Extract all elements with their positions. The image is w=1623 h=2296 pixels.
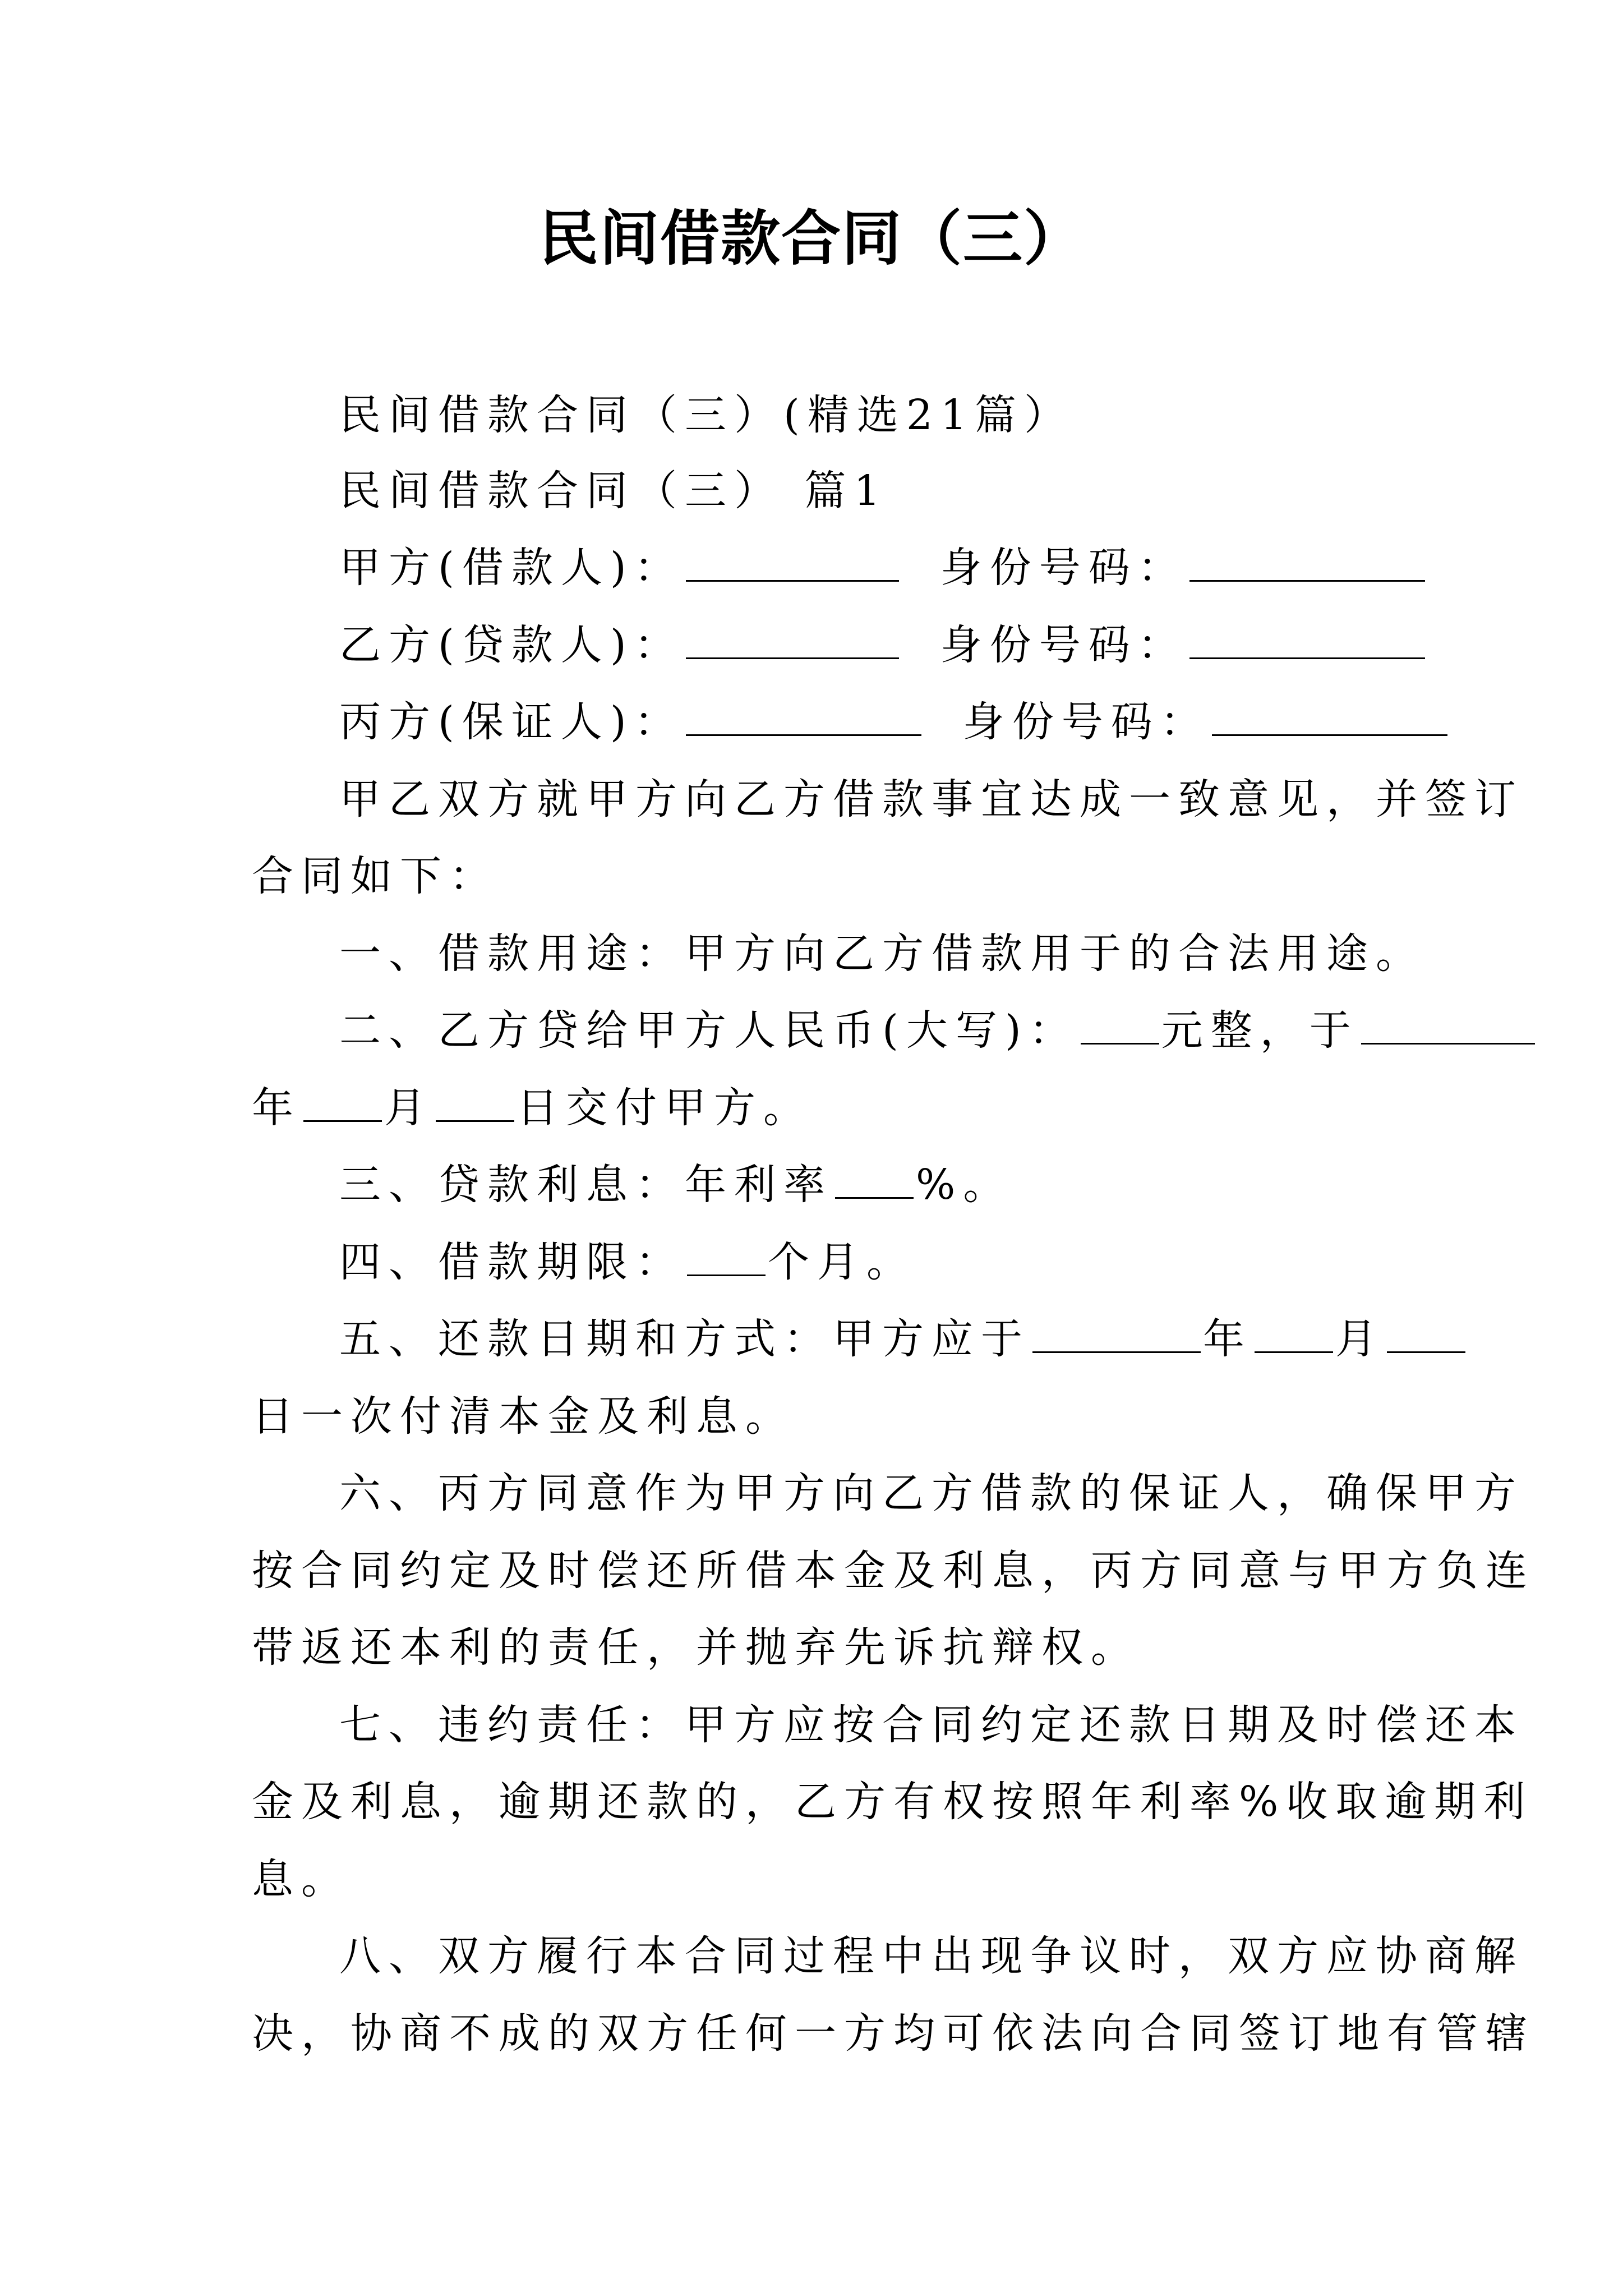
clause-6-line-2: 按合同约定及时偿还所借本金及利息，丙方同意与甲方负连 (252, 1547, 1535, 1595)
party-borrower-name-blank (686, 541, 899, 582)
clause-8-line-1: 八、双方履行本合同过程中出现争议时，双方应协商解 (339, 1932, 1524, 1980)
clause-3-percent: %。 (916, 1161, 1013, 1209)
clause-5-year-blank (1032, 1312, 1201, 1353)
party-borrower-row (339, 540, 1427, 596)
party-borrower-id-label: 身份号码： (940, 544, 1187, 592)
party-guarantor-row (339, 694, 1450, 750)
clause-2-amount-blank (1081, 1004, 1159, 1045)
party-guarantor-label: 丙方(保证人)： (339, 698, 684, 746)
section-heading: 民间借款合同（三） 篇1 (339, 467, 888, 515)
clause-3-label: 三、贷款利息：年利率 (339, 1161, 833, 1209)
clause-2-yuan-label: 元整，于 (1161, 1006, 1359, 1055)
clause-6-line-1: 六、丙方同意作为甲方向乙方借款的保证人，确保甲方 (339, 1469, 1524, 1517)
party-lender-id-blank (1189, 618, 1425, 659)
clause-2-line-2 (252, 1080, 813, 1136)
clause-4 (339, 1234, 916, 1290)
clause-2-line-1 (339, 1002, 1537, 1059)
clause-7-line-2: 金及利息，逾期还款的，乙方有权按照年利率%收取逾期利 (252, 1778, 1533, 1826)
clause-5-label: 五、还款日期和方式：甲方应于 (339, 1315, 1030, 1363)
clause-5-day-blank (1387, 1312, 1465, 1353)
clause-2-amount-label: 二、乙方贷给甲方人民币(大写)： (339, 1006, 1078, 1055)
party-borrower-id-blank (1189, 541, 1425, 582)
intro-line-1: 甲乙双方就甲方向乙方借款事宜达成一致意见，并签订 (339, 775, 1524, 823)
subtitle: 民间借款合同（三）(精选21篇） (339, 391, 1074, 439)
clause-2-year-blank (1361, 1004, 1535, 1045)
party-lender-name-blank (686, 618, 899, 659)
clause-3 (339, 1157, 1012, 1213)
clause-6-line-3: 带返还本利的责任，并抛弃先诉抗辩权。 (252, 1623, 1140, 1672)
clause-4-label: 四、借款期限： (339, 1238, 685, 1286)
clause-4-term-blank (687, 1235, 766, 1276)
clause-5-line-1 (339, 1311, 1468, 1367)
intro-line-2: 合同如下： (252, 852, 499, 900)
clause-5-month-label: 月 (1335, 1315, 1385, 1363)
clause-1: 一、借款用途：甲方向乙方借款用于的合法用途。 (339, 930, 1425, 978)
clause-4-months: 个月。 (768, 1238, 916, 1286)
document-title: 民间借款合同（三） (539, 203, 1084, 273)
clause-5-line-2: 日一次付清本金及利息。 (252, 1392, 795, 1441)
clause-2-year-label: 年 (252, 1084, 301, 1132)
party-borrower-label: 甲方(借款人)： (339, 544, 684, 592)
party-guarantor-id-blank (1212, 695, 1447, 736)
clause-7-line-3: 息。 (252, 1855, 351, 1903)
clause-7-line-1: 七、违约责任：甲方应按合同约定还款日期及时偿还本 (339, 1701, 1524, 1749)
clause-5-month-blank (1255, 1312, 1333, 1353)
clause-2-day-blank (436, 1081, 514, 1122)
clause-2-day-label: 日交付甲方。 (517, 1084, 813, 1132)
clause-2-month-label: 月 (384, 1084, 434, 1132)
clause-3-rate-blank (835, 1158, 914, 1199)
party-lender-label: 乙方(贷款人)： (339, 621, 684, 669)
clause-8-line-2: 决，协商不成的双方任何一方均可依法向合同签订地有管辖 (252, 2009, 1535, 2058)
party-lender-id-label: 身份号码： (940, 621, 1187, 669)
clause-5-year-label: 年 (1203, 1315, 1252, 1363)
clause-2-month-blank (303, 1081, 382, 1122)
party-guarantor-id-label: 身份号码： (962, 698, 1210, 746)
party-lender-row (339, 617, 1427, 673)
party-guarantor-name-blank (686, 695, 921, 736)
